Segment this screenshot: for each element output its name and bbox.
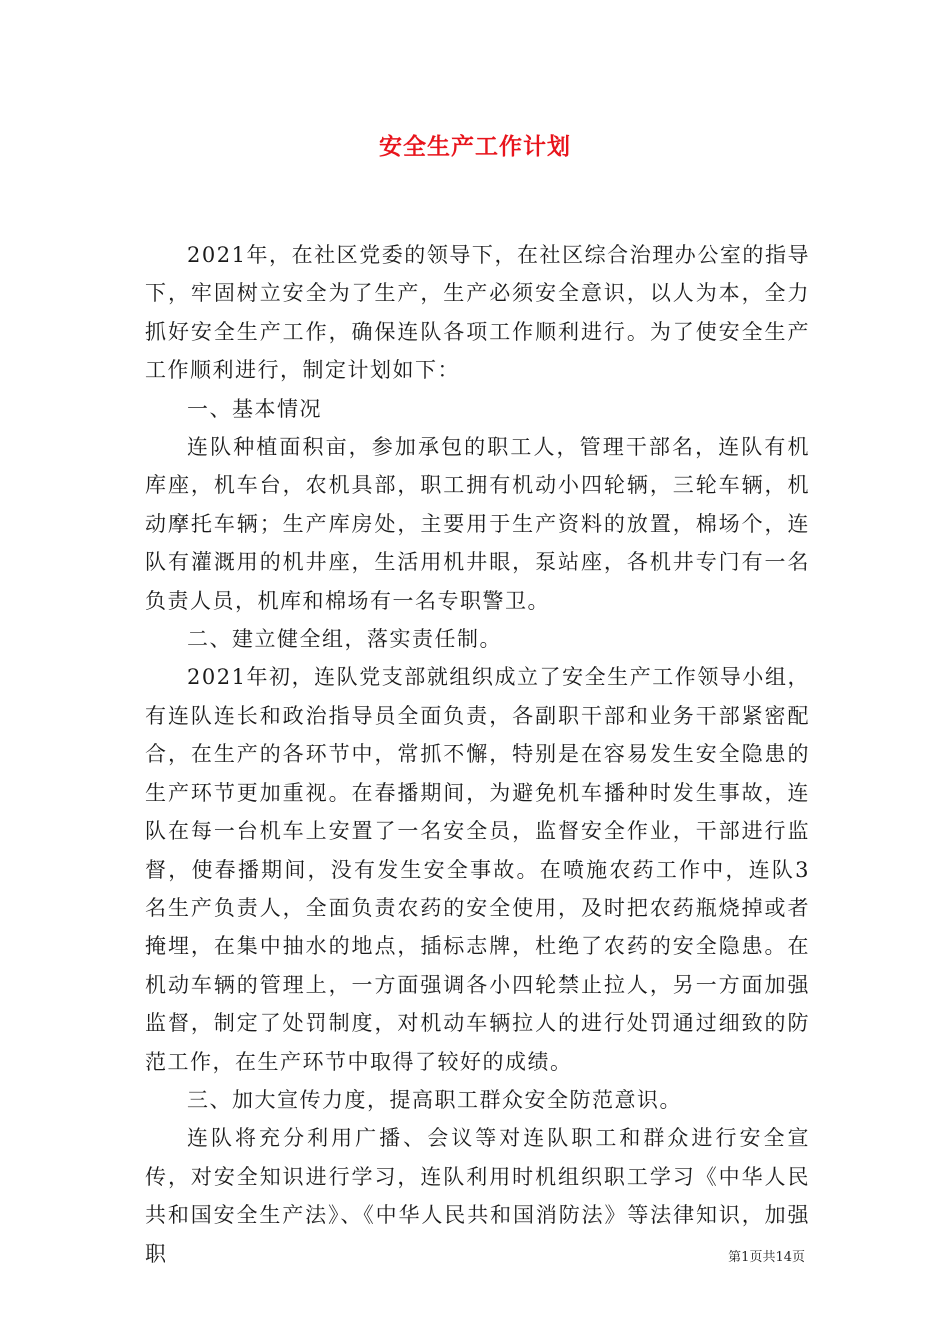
section-heading-publicity: 三、加大宣传力度，提高职工群众安全防范意识。 [187,1087,682,1112]
document-title: 安全生产工作计划 [379,133,571,160]
document-body [145,236,810,1273]
basic-situation-paragraph: 连队种植面积亩，参加承包的职工人，管理干部名，连队有机库座，机车台，农机具部，职工拥有机动小四轮辆，三轮车辆，机动摩托车辆；生产库房处，主要用于生产资料的放置，棉场个，连队有灌溉用的机井座，生活用机井眼，泵站座，各机井专门有一名负责人员，机库和棉场有一名专职警卫。 [145,435,810,613]
responsibility-paragraph: 2021年初，连队党支部就组织成立了安全生产工作领导小组，有连队连长和政治指导员全面负责，各副职干部和业务干部紧密配合，在生产的各环节中，常抓不懈，特别是在容易发生安全隐患的生产环节更加重视。在春播期间，为避免机车播种时发生事故，连队在每一台机车上安置了一名安全员，监督安全作业，干部进行监督，使春播期间，没有发生安全事故。在喷施农药工作中，连队3名生产负责人，全面负责农药的安全使用，及时把农药瓶烧掉或者掩埋，在集中抽水的地点，插标志牌，杜绝了农药的安全隐患。在机动车辆的管理上，一方面强调各小四轮禁止拉人，另一方面加强监督，制定了处罚制度，对机动车辆拉人的进行处罚通过细致的防范工作，在生产环节中取得了较好的成绩。 [145,665,810,1074]
publicity-paragraph: 连队将充分利用广播、会议等对连队职工和群众进行安全宣传，对安全知识进行学习，连队利用时机组织职工学习《中华人民共和国安全生产法》、《中华人民共和国消防法》等法律知识，加强职 [145,1126,810,1266]
page-number: 第1页共14页 [728,1250,805,1265]
section-heading-responsibility: 二、建立健全组，落实责任制。 [187,627,502,652]
section-heading-basic-situation: 一、基本情况 [187,396,322,421]
intro-paragraph: 2021年，在社区党委的领导下，在社区综合治理办公室的指导下，牢固树立安全为了生产，生产必须安全意识，以人为本，全力抓好安全生产工作，确保连队各项工作顺利进行。为了使安全生产工作顺利进行，制定计划如下： [145,243,810,383]
